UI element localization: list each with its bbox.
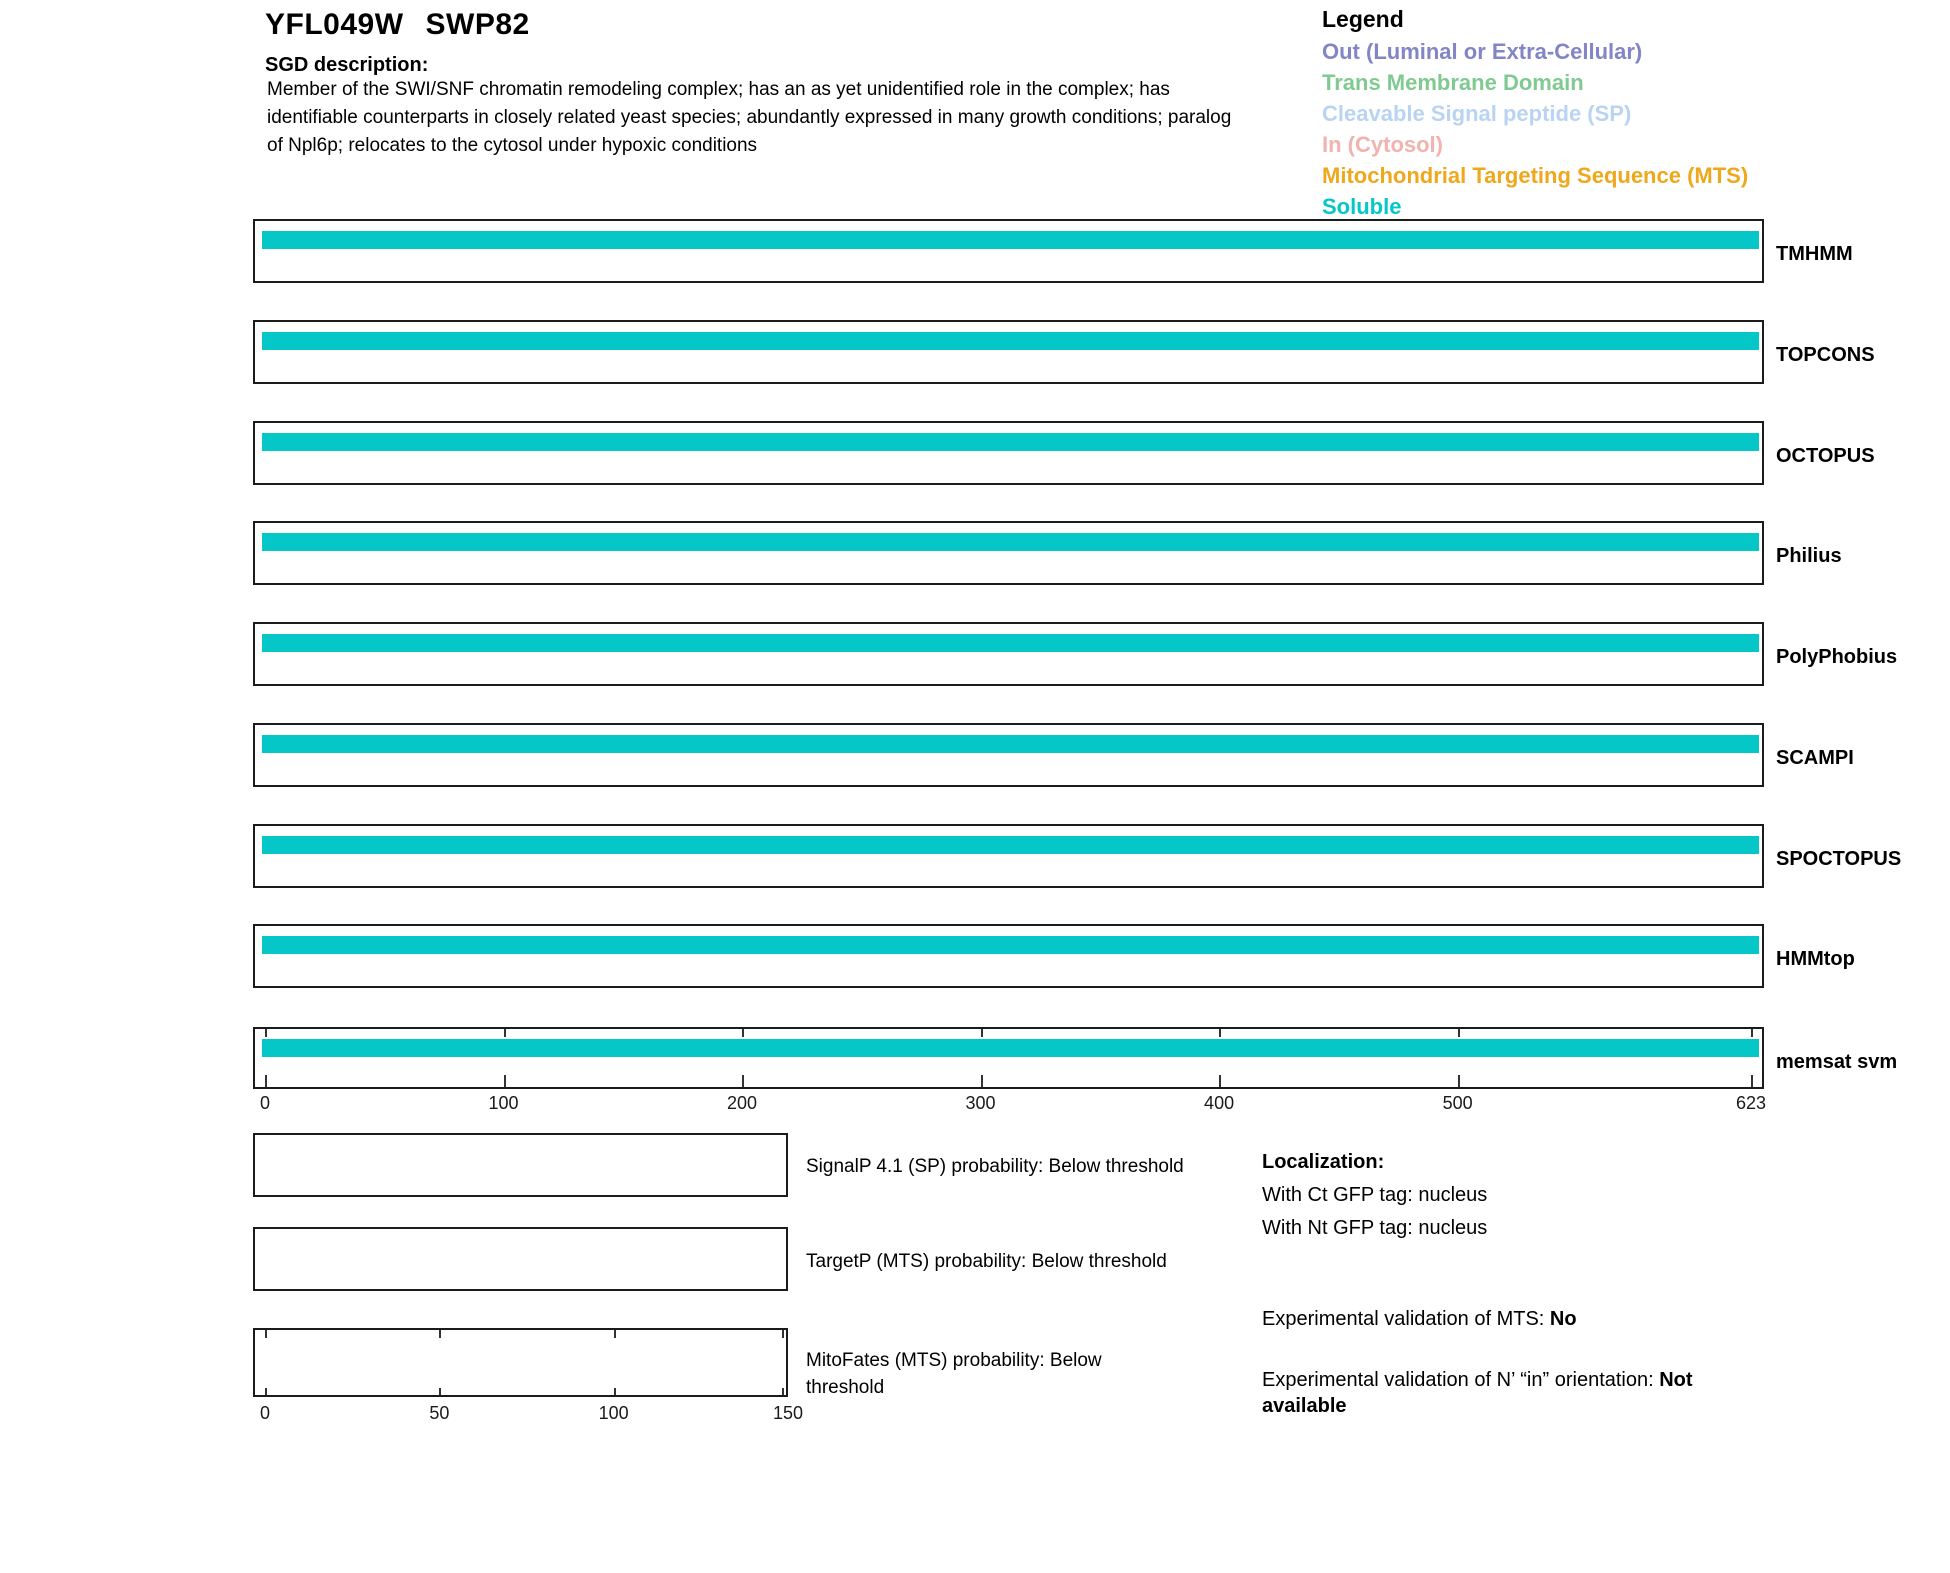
mitofates-plot-label: MitoFates (MTS) probability: Below threshold [806,1350,1102,1398]
mitofates-tick-bottom-100 [614,1388,616,1395]
mts-validation-label: Experimental validation of MTS: [1262,1308,1550,1330]
tick-top-400 [1219,1029,1221,1037]
track-box-scampi [253,723,1764,787]
track-box-memsat-svm [253,1027,1764,1089]
tick-bottom-0 [265,1075,267,1087]
mitofates-tick-bottom-0 [265,1388,267,1395]
segment-soluble-memsat-svm [262,1039,1759,1057]
residue-axis-label-100: 100 [488,1093,519,1113]
residue-axis-label-200: 200 [727,1093,758,1113]
tick-top-300 [981,1029,983,1037]
tick-bottom-623 [1751,1075,1753,1087]
segment-soluble-philius [262,533,1759,551]
segment-soluble-scampi [262,735,1759,753]
mitofates-axis-label-50: 50 [429,1403,450,1423]
targetp-plot-label: TargetP (MTS) probability: Below threshold [806,1251,1167,1272]
track-label-memsat-svm: memsat svm [1776,1051,1898,1073]
tick-bottom-500 [1458,1075,1460,1087]
residue-axis-label-0: 0 [259,1093,271,1113]
track-label-octopus: OCTOPUS [1776,445,1875,467]
signalp-plot [253,1133,788,1197]
tick-top-100 [504,1029,506,1037]
track-label-tmhmm: TMHMM [1776,243,1853,265]
mitofates-axis-label-100: 100 [598,1403,629,1423]
residue-axis-label-400: 400 [1204,1093,1235,1113]
mitofates-tick-top-0 [265,1330,267,1338]
track-box-philius [253,521,1764,585]
track-label-topcons: TOPCONS [1776,344,1875,366]
mts-validation-value: No [1549,1308,1577,1330]
orientation-validation-line [1262,1367,1782,1419]
legend-entry-soluble: Soluble [1322,194,1402,219]
tick-top-200 [742,1029,744,1037]
orientation-validation-value: Not available [1262,1369,1693,1417]
mitofates-tick-bottom-50 [439,1388,441,1395]
legend-entry-trans: Trans Membrane Domain [1322,70,1584,95]
legend-title: Legend [1322,6,1404,32]
localization-block [1262,1146,1487,1245]
track-label-hmmtop: HMMtop [1776,948,1855,970]
segment-soluble-spoctopus [262,836,1759,854]
segment-soluble-topcons [262,332,1759,350]
legend-entry-in: In (Cytosol) [1322,132,1443,157]
mitofates-axis-label-0: 0 [259,1403,271,1423]
nt-gfp-localization: With Nt GFP tag: nucleus [1262,1217,1488,1239]
residue-axis-label-623: 623 [1735,1093,1767,1113]
track-box-hmmtop [253,924,1764,988]
track-box-tmhmm [253,219,1764,283]
segment-soluble-tmhmm [262,231,1759,249]
track-label-philius: Philius [1776,545,1842,567]
localization-title: Localization: [1262,1151,1385,1173]
tick-top-623 [1751,1029,1753,1037]
track-label-spoctopus: SPOCTOPUS [1776,848,1902,870]
track-label-scampi: SCAMPI [1776,747,1854,769]
page-title [265,8,530,42]
mitofates-tick-top-50 [439,1330,441,1338]
mitofates-tick-bottom-150 [782,1388,784,1395]
tick-bottom-100 [504,1075,506,1087]
targetp-plot [253,1227,788,1291]
sgd-description-text: Member of the SWI/SNF chromatin remodeling complex; has an as yet unidentified role in the complex; has identifiable counterparts in closely related yeast species; abundantly expressed in many growth conditions; paralog of Npl6p; relocates to the cytosol under hypoxic conditions [267,79,1232,156]
ct-gfp-localization: With Ct GFP tag: nucleus [1262,1184,1488,1206]
mitofates-tick-top-100 [614,1330,616,1338]
residue-axis-label-300: 300 [965,1093,996,1113]
tick-top-0 [265,1029,267,1037]
tick-bottom-400 [1219,1075,1221,1087]
segment-soluble-octopus [262,433,1759,451]
standard-name: SWP82 [425,8,530,41]
track-box-spoctopus [253,824,1764,888]
mitofates-axis-label-150: 150 [772,1403,804,1423]
track-box-topcons [253,320,1764,384]
residue-axis-label-500: 500 [1442,1093,1473,1113]
orientation-validation-label: Experimental validation of N’ “in” orientation: [1262,1369,1660,1391]
tick-bottom-200 [742,1075,744,1087]
legend-entry-mitochondrial: Mitochondrial Targeting Sequence (MTS) [1322,163,1749,188]
track-box-polyphobius [253,622,1764,686]
tick-top-500 [1458,1029,1460,1037]
segment-soluble-polyphobius [262,634,1759,652]
segment-soluble-hmmtop [262,936,1759,954]
legend [1322,36,1748,222]
tick-bottom-300 [981,1075,983,1087]
mts-validation-line [1262,1308,1577,1331]
track-box-octopus [253,421,1764,485]
systematic-name: YFL049W [265,8,404,41]
sgd-description-heading: SGD description: [265,54,429,76]
track-label-polyphobius: PolyPhobius [1776,646,1898,668]
signalp-plot-label: SignalP 4.1 (SP) probability: Below threshold [806,1156,1184,1177]
legend-entry-out: Out (Luminal or Extra-Cellular) [1322,39,1643,64]
mitofates-plot [253,1328,788,1397]
mitofates-tick-top-150 [782,1330,784,1338]
legend-entry-cleavable: Cleavable Signal peptide (SP) [1322,101,1632,126]
